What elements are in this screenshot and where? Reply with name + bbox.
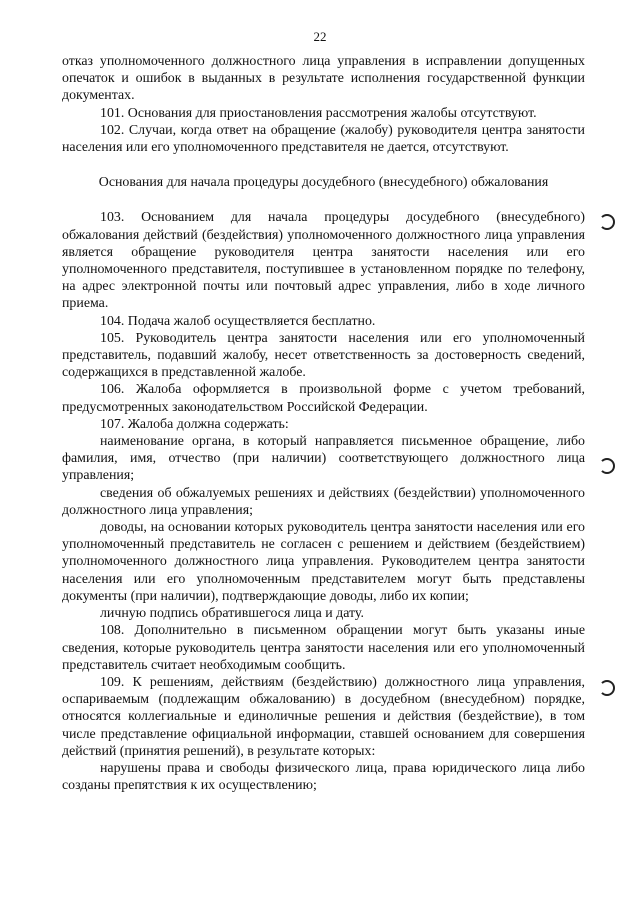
hole-punch-mark [599,214,615,230]
list-item-body-name: наименование органа, в который направляется письменное обращение, либо фамилия, имя, отчество (при наличии) соответствующего должностного лица управления; [62,434,585,484]
hole-punch-mark [599,458,615,474]
paragraph-104: 104. Подача жалоб осуществляется бесплатно. [100,313,376,329]
list-item-arguments: доводы, на основании которых руководитель центра занятости населения или его уполномоченный представитель не согласен с решением и действием (бездействием) уполномоченного должностного лица управления. Руководителем центра занятости населения или его уполномоченным представителем могут быть представлены документы (при наличии), подтверждающие доводы, либо их копии; [62,520,585,604]
page-number: 22 [313,29,327,44]
paragraph-continuation: отказ уполномоченного должностного лица управления в исправлении допущенных опечаток и ошибок в выданных в результате исполнения государственной функции документах. [62,54,585,104]
paragraph-109: 109. К решениям, действиям (бездействию) должностного лица управления, оспариваемым (подлежащим обжалованию) в досудебном (внесудебном) порядке, относятся коллегиальные и единоличные решения и действия (бездействие), в том числе представление официальной информации, ставшей основанием для совершения действий (принятия решений), в результате которых: [62,674,585,759]
paragraph-102: 102. Случаи, когда ответ на обращение (жалобу) руководителя центра занятости населения или его уполномоченного представителя не дается, отсутствуют. [62,122,585,156]
paragraph-106: 106. Жалоба оформляется в произвольной форме с учетом требований, предусмотренных законодательством Российской Федерации. [62,382,585,415]
hole-punch-mark [599,680,615,696]
page-body [62,53,585,794]
list-item-signature: личную подпись обратившегося лица и дату. [100,606,364,622]
list-item-violations: нарушены права и свободы физического лица, права юридического лица либо созданы препятствия к их осуществлению; [62,760,585,794]
paragraph-101: 101. Основания для приостановления рассмотрения жалобы отсутствуют. [100,105,537,121]
paragraph-105: 105. Руководитель центра занятости населения или его уполномоченный представитель, подавший жалобу, несет ответственность за достоверность сведений, содержащихся в представленной жалобе. [62,330,585,381]
paragraph-108: 108. Дополнительно в письменном обращении могут быть указаны иные сведения, которые руководитель центра занятости населения или его уполномоченный представитель считает необходимым сообщить. [62,623,585,673]
paragraph-107: 107. Жалоба должна содержать: [100,416,289,432]
list-item-decisions: сведения об обжалуемых решениях и действиях (бездействии) уполномоченного должностного лица управления; [62,485,585,518]
section-heading: Основания для начала процедуры досудебного (внесудебного) обжалования [98,175,549,191]
paragraph-103: 103. Основанием для начала процедуры досудебного (внесудебного) обжалования действий (бездействия) уполномоченного должностного лица управления является обращение руководителя центра занятости населения или его уполномоченного представителя, поступившее в установленном порядке по телефону, на адрес электронной почты или почтовый адрес управления, либо в ходе личного приема. [62,210,585,312]
